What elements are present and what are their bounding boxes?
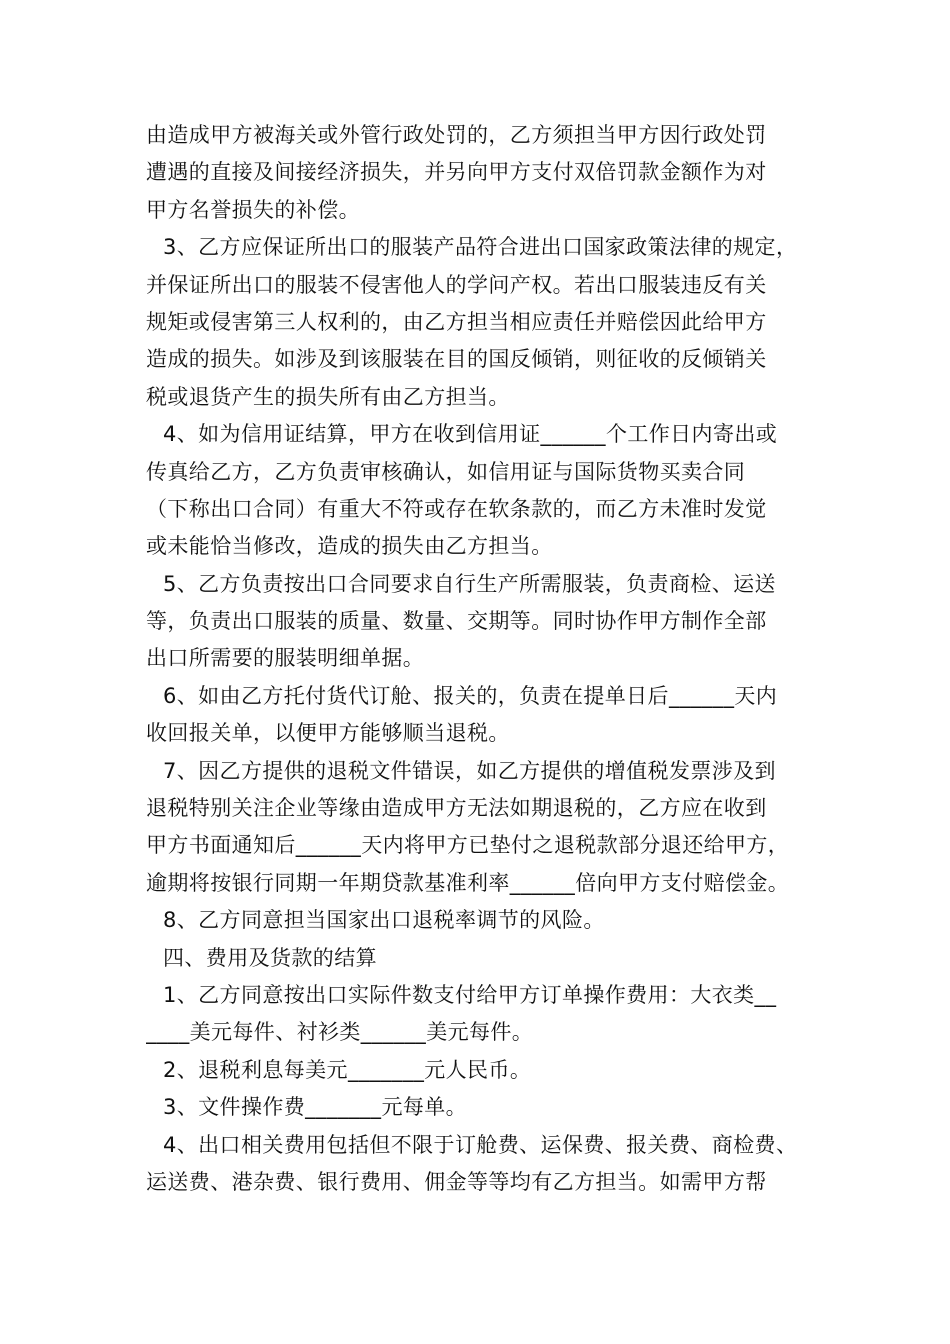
- text-line: 7、因乙方提供的退税文件错误，如乙方提供的增值税发票涉及到: [163, 758, 776, 783]
- text-line: 2、退税利息每美元_______元人民币。: [163, 1057, 532, 1082]
- text-line: 甲方名誉损失的补偿。: [146, 197, 360, 222]
- text-line: 并保证所出口的服装不侵害他人的学问产权。若出口服装违反有关: [146, 272, 767, 297]
- text-line: 甲方书面通知后______天内将甲方已垫付之退税款部分退还给甲方，: [146, 833, 790, 858]
- text-line: 5、乙方负责按出口合同要求自行生产所需服装，负责商检、运送: [163, 571, 776, 596]
- text-line: 等，负责出口服装的质量、数量、交期等。同时协作甲方制作全部: [146, 609, 767, 634]
- text-line: 规矩或侵害第三人权利的，由乙方担当相应责任并赔偿因此给甲方: [146, 309, 767, 334]
- text-line: 造成的损失。如涉及到该服装在目的国反倾销，则征收的反倾销关: [146, 347, 767, 372]
- text-line: 遭遇的直接及间接经济损失，并另向甲方支付双倍罚款金额作为对: [146, 160, 767, 185]
- text-line: 逾期将按银行同期一年期贷款基准利率______倍向甲方支付赔偿金。: [146, 870, 790, 895]
- text-line: 6、如由乙方托付货代订舱、报关的，负责在提单日后______天内: [163, 683, 778, 708]
- text-line: 4、如为信用证结算，甲方在收到信用证______个工作日内寄出或: [163, 422, 778, 447]
- text-line: 或未能恰当修改，造成的损失由乙方担当。: [146, 534, 553, 559]
- text-line: （下称出口合同）有重大不符或存在软条款的，而乙方未准时发觉: [146, 496, 767, 521]
- text-line: ____美元每件、衬衫类______美元每件。: [146, 1020, 534, 1045]
- text-line: 税或退货产生的损失所有由乙方担当。: [146, 384, 510, 409]
- text-line: 3、乙方应保证所出口的服装产品符合进出口国家政策法律的规定，: [163, 235, 798, 260]
- text-line: 退税特别关注企业等缘由造成甲方无法如期退税的，乙方应在收到: [146, 796, 767, 821]
- text-line: 出口所需要的服装明细单据。: [146, 646, 425, 671]
- section-heading: 四、费用及货款的结算: [163, 945, 377, 970]
- text-line: 1、乙方同意按出口实际件数支付给甲方订单操作费用：大衣类__: [163, 982, 777, 1007]
- text-line: 传真给乙方，乙方负责审核确认，如信用证与国际货物买卖合同: [146, 459, 746, 484]
- document-body: [146, 117, 826, 1201]
- text-line: 8、乙方同意担当国家出口退税率调节的风险。: [163, 908, 605, 933]
- text-line: 运送费、港杂费、银行费用、佣金等等均有乙方担当。如需甲方帮: [146, 1169, 767, 1194]
- text-line: 收回报关单，以便甲方能够顺当退税。: [146, 721, 510, 746]
- text-line: 4、出口相关费用包括但不限于订舱费、运保费、报关费、商检费、: [163, 1132, 798, 1157]
- text-line: 由造成甲方被海关或外管行政处罚的，乙方须担当甲方因行政处罚: [146, 123, 767, 147]
- text-line: 3、文件操作费_______元每单。: [163, 1095, 468, 1120]
